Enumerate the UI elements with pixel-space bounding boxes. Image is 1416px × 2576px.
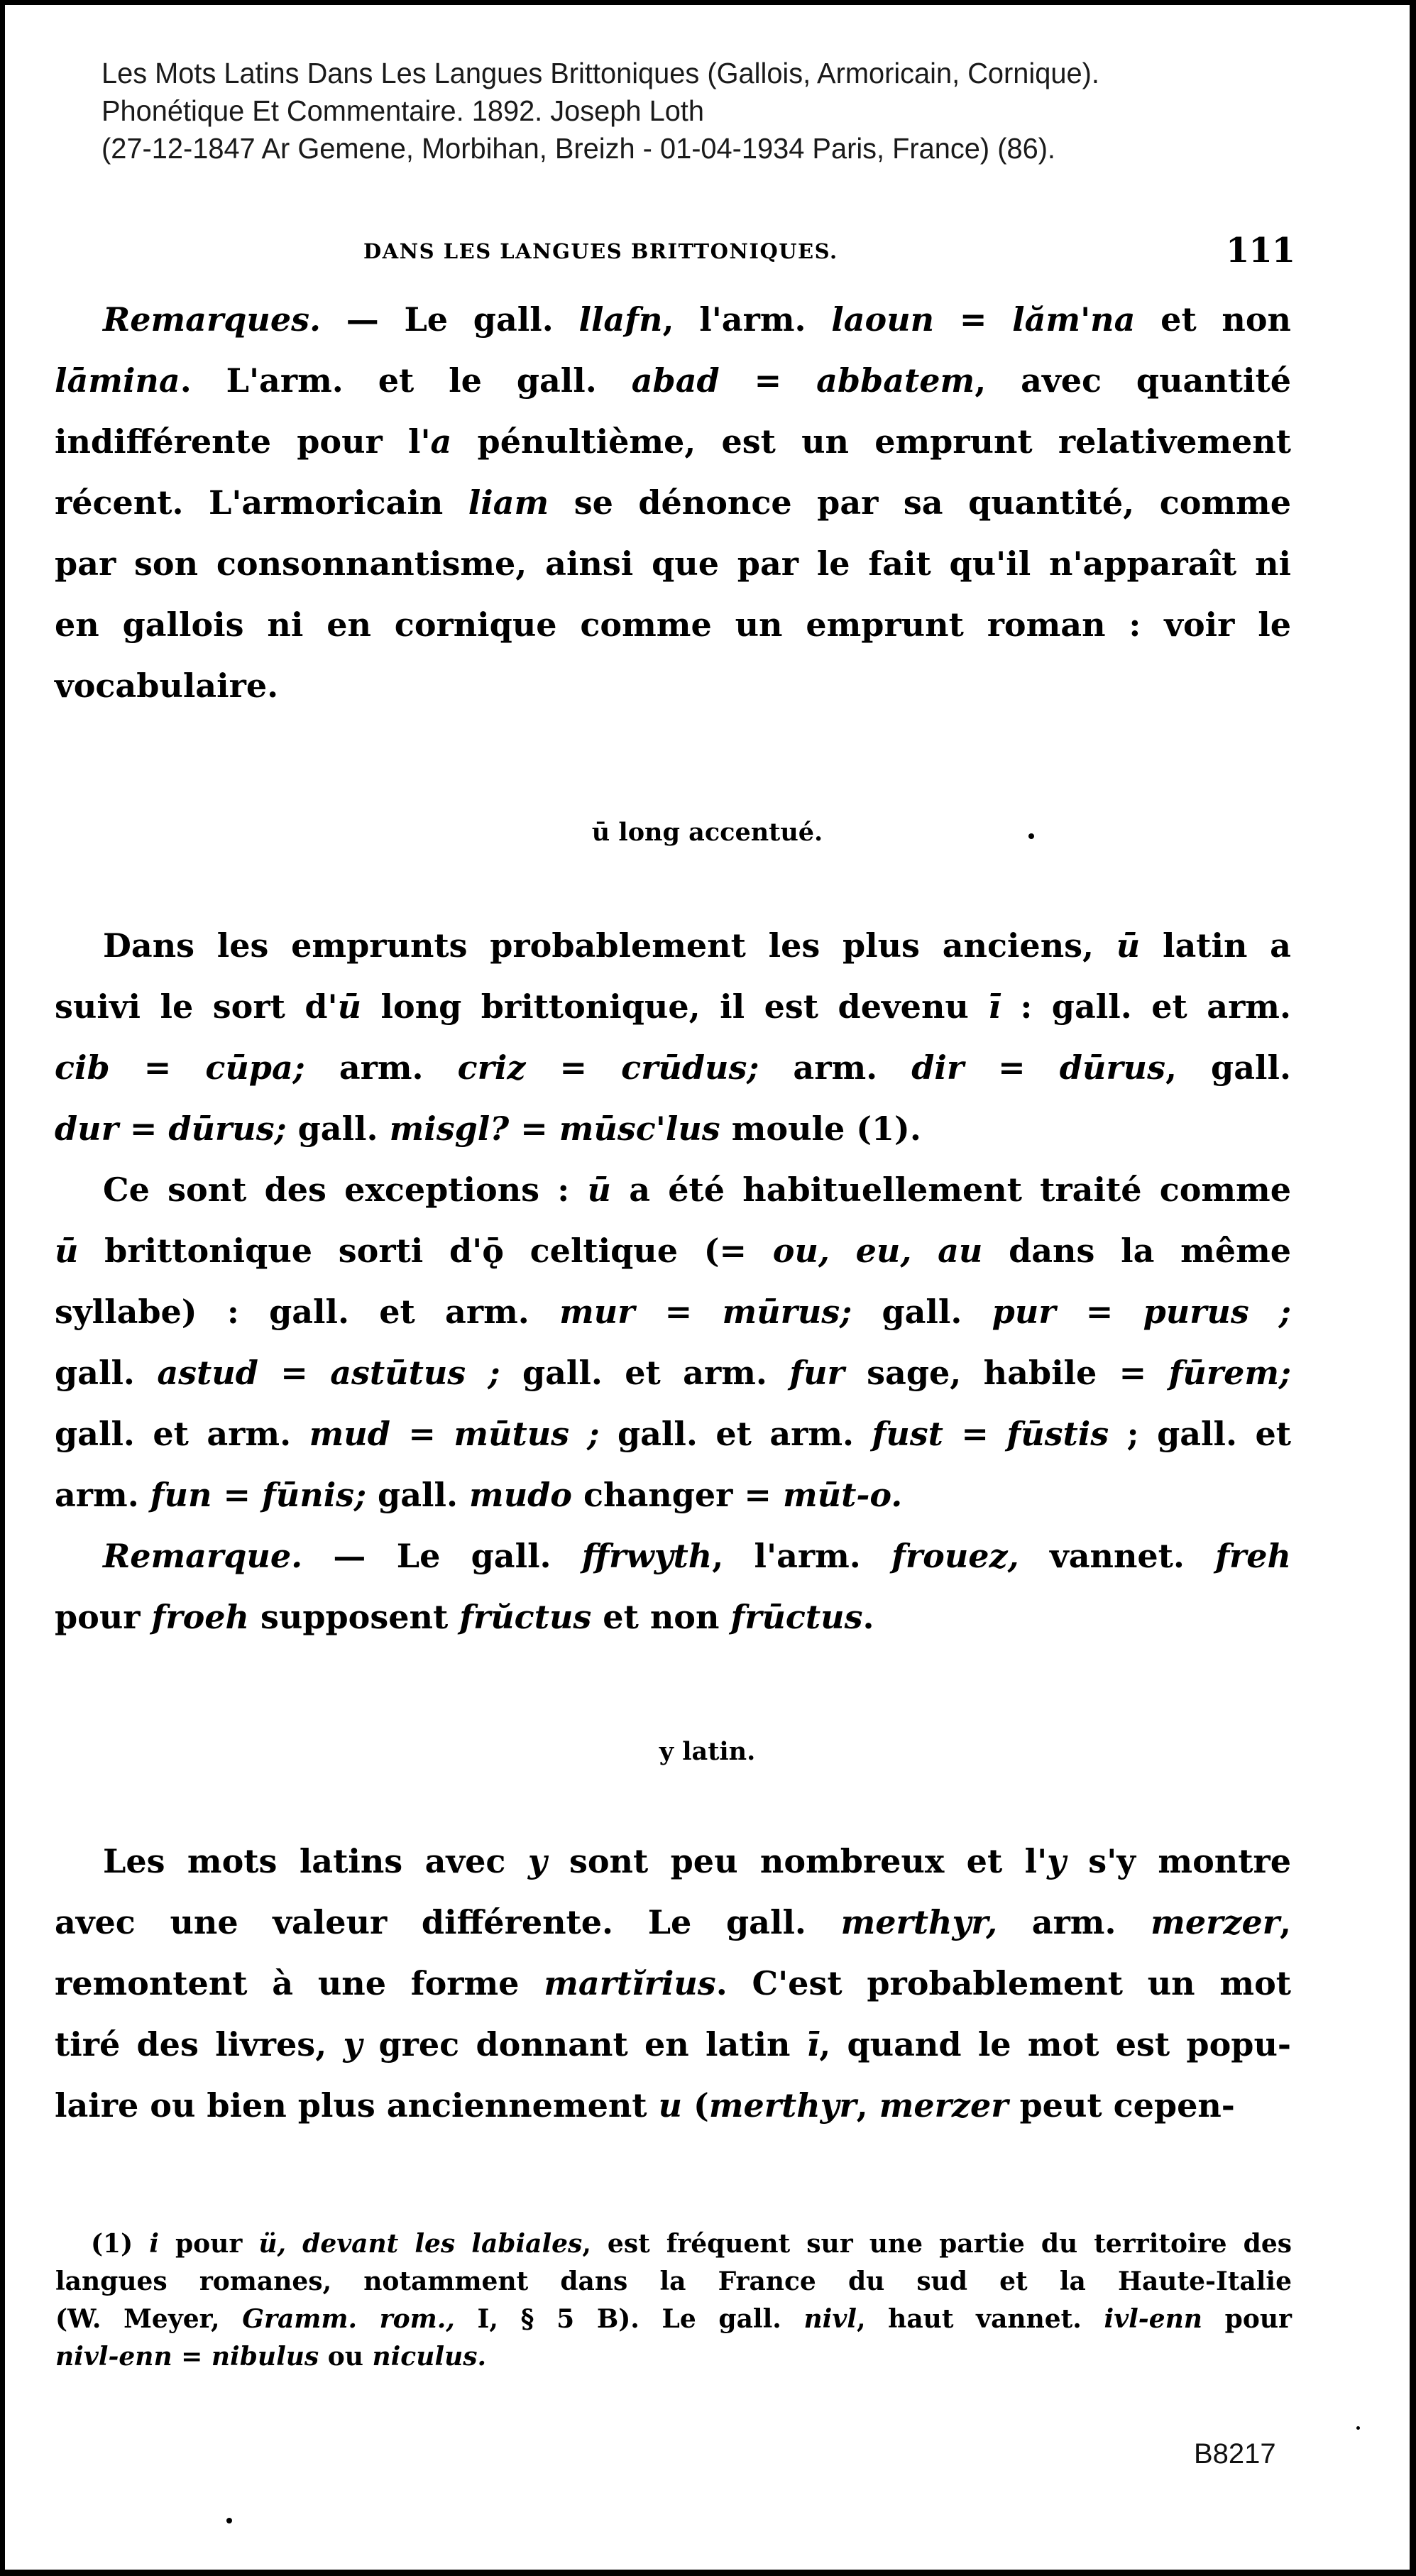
text-run: = [943,1415,1007,1453]
text-run: vannet. [1019,1537,1216,1575]
text-line [55,411,1291,472]
text-run: arm. [304,1048,458,1087]
text-run: supposent [248,1598,460,1636]
text-run: brittonique sorti d'ǭ celtique (= [78,1232,773,1270]
text-run: , quand le mot est popu- [819,2025,1291,2063]
italic-term: y [343,2025,363,2063]
text-run: = [635,1293,723,1331]
italic-term: fūnis; [262,1476,367,1514]
italic-term: frŭctus [459,1598,592,1636]
italic-term: fur [789,1354,845,1392]
italic-term: llafn [578,300,663,339]
text-line [55,2263,1292,2301]
italic-term: astūtus ; [330,1354,500,1392]
italic-term: ffrwyth [581,1537,713,1575]
text-line [55,1953,1291,2014]
italic-term: i [149,2229,159,2259]
italic-term: u [658,2086,683,2125]
text-run: . L'arm. et le gall. [180,361,632,400]
italic-term: frouez, [891,1537,1019,1575]
italic-term: mūrus; [722,1293,852,1331]
text-run: récent. L'armoricain [55,483,468,522]
text-run: gall. et arm. [55,1415,309,1453]
text-run: laire ou bien plus anciennement [55,2086,659,2125]
text-line [55,1342,1291,1403]
text-run: peut cepen- [1008,2086,1235,2125]
text-run: latin a [1140,926,1291,965]
text-line [55,1464,1291,1525]
text-run: = [509,1109,559,1148]
text-line [55,655,1291,716]
text-run: dans la même [982,1232,1292,1270]
text-run: , gall. [1165,1048,1291,1087]
text-run: long brittonique, il est devenu [361,987,989,1026]
running-head [5,231,1410,273]
text-run: — Le gall. [302,1537,582,1575]
italic-term: merthyr [708,2086,857,2125]
italic-term: purus ; [1143,1293,1292,1331]
text-line [91,2225,1292,2263]
text-run: tiré des livres, [55,2025,344,2063]
text-run: , l'arm. [662,300,832,339]
text-run: arm. [997,1903,1151,1941]
print-speck [1356,2426,1360,2430]
text-run: gall. et arm. [599,1415,872,1453]
text-line [55,1892,1291,1953]
text-run: a été habituellement traité comme [610,1171,1291,1209]
italic-term: nibulus [211,2342,319,2372]
text-line [103,1525,1291,1586]
italic-term: y [1047,1842,1066,1880]
text-run: = [172,2342,212,2372]
text-run: se dénonce par sa quantité, comme [549,483,1291,522]
text-run: langues romanes, notamment dans la France du sud et la Haute-Italie [55,2267,1292,2296]
text-run: ; gall. et [1109,1415,1291,1453]
italic-term: ivl-enn [1104,2304,1202,2334]
italic-term: fūstis [1006,1415,1109,1453]
italic-term: mūt-o. [782,1476,903,1514]
text-run: par son consonnantisme, ainsi que par le fait qu'il n'apparaît ni [55,544,1291,583]
text-run: Dans les emprunts probablement les plus anciens, [103,926,1116,965]
text-run: Les mots latins avec [103,1842,528,1880]
italic-term: a [430,422,452,461]
print-speck [226,2518,232,2523]
italic-term: liam [468,483,549,522]
text-line [55,1281,1291,1342]
text-line [55,1037,1291,1098]
italic-term: merzer [879,2086,1009,2125]
text-run: = [934,300,1013,339]
text-run: = [719,361,817,400]
text-run: Ce sont des exceptions : [103,1171,588,1209]
text-run: pénultième, est un emprunt relativement [451,422,1291,461]
italic-term: misgl? [389,1109,510,1148]
text-run: gall. [286,1109,390,1148]
italic-term: merthyr, [840,1903,998,1941]
italic-term: fun [150,1476,212,1514]
section-heading: y latin. [659,1737,756,1766]
text-line [55,1586,1291,1648]
italic-term: astud [157,1354,258,1392]
italic-term: mudo [469,1476,572,1514]
text-line [103,915,1291,976]
italic-term: ū [337,987,362,1026]
text-run: = [525,1048,622,1087]
text-run: , haut vannet. [856,2304,1104,2334]
text-run: gall. [852,1293,992,1331]
source-metadata [101,55,1099,168]
text-run: remontent à une forme [55,1964,544,2002]
text-run: avec une valeur différente. Le gall. [55,1903,841,1941]
text-line [55,594,1291,655]
text-line [55,2301,1292,2338]
text-run: et non [1135,300,1291,339]
text-run: , l'arm. [712,1537,892,1575]
running-title: DANS LES LANGUES BRITTONIQUES. [363,239,838,263]
text-run: vocabulaire. [55,667,279,705]
metadata-line: Phonétique Et Commentaire. 1892. Joseph Loth [101,94,704,127]
text-line [55,2075,1291,2136]
italic-term: Remarques. [103,300,321,339]
text-run: (W. Meyer, [55,2304,243,2334]
italic-term: Gramm. rom., [242,2304,455,2334]
italic-term: martĭrius [544,1964,716,2002]
italic-term: fūrem; [1168,1354,1291,1392]
italic-term: frūctus [730,1598,863,1636]
text-run: , avec quantité [975,361,1292,400]
italic-term: dur [55,1109,119,1148]
text-run: = [212,1476,263,1514]
text-run: pour [1202,2304,1292,2334]
italic-term: Remarque. [103,1537,303,1575]
italic-term: mūtus ; [454,1415,600,1453]
text-run: = [258,1354,331,1392]
italic-term: ü, devant les labiales [258,2229,583,2259]
text-run: : gall. et arm. [1000,987,1291,1026]
italic-term: nivl [803,2304,857,2334]
italic-term: ī [988,987,1001,1026]
text-run: I, § 5 B). Le gall. [454,2304,804,2334]
italic-term: lăm'na [1012,300,1136,339]
italic-term: merzer [1151,1903,1280,1941]
italic-term: ū [1116,926,1141,965]
text-run: ( [682,2086,709,2125]
text-run: moule (1). [720,1109,921,1148]
italic-term: cib [55,1048,110,1087]
text-run: , [856,2086,879,2125]
metadata-line: (27-12-1847 Ar Gemene, Morbihan, Breizh - 01-04-1934 Paris, France) (86). [101,132,1055,165]
text-run: (1) [91,2229,150,2259]
italic-term: ou, eu, au [772,1232,983,1270]
text-line [55,1403,1291,1464]
italic-term: lāmina [55,361,180,400]
text-run: arm. [55,1476,150,1514]
italic-term: froeh [151,1598,249,1636]
text-run: sont peu nombreux et l' [547,1842,1048,1880]
text-line [103,289,1291,350]
italic-term: fust [872,1415,943,1453]
text-run: en gallois ni en cornique comme un emprunt roman : voir le [55,605,1291,644]
italic-term: cūpa; [205,1048,305,1087]
text-run: = [1055,1293,1143,1331]
text-run: gall. [55,1354,158,1392]
section-heading: ū long accentué. [591,818,823,847]
text-line [55,1098,1291,1159]
text-run: syllabe) : gall. et arm. [55,1293,560,1331]
text-run: pour [55,1598,152,1636]
text-run: indifférente pour l' [55,422,431,461]
italic-term: mur [559,1293,635,1331]
text-line [55,976,1291,1037]
text-run: = [109,1048,206,1087]
italic-term: dir [911,1048,965,1087]
italic-term: freh [1215,1537,1291,1575]
catalog-id: B8217 [1194,2438,1276,2470]
text-run: gall. et arm. [500,1354,790,1392]
text-run: — Le gall. [321,300,579,339]
text-run: gall. [366,1476,470,1514]
italic-term: pur [992,1293,1056,1331]
italic-term: laoun [831,300,935,339]
italic-term: ū [587,1171,611,1209]
text-line [55,1220,1291,1281]
text-line [55,533,1291,594]
italic-term: abad [631,361,720,400]
italic-term: mud [309,1415,390,1453]
text-line [55,472,1291,533]
text-run: arm. [759,1048,912,1087]
text-run: , est fréquent sur une partie du territoire des [582,2229,1292,2259]
text-run: = [390,1415,454,1453]
page-number: 111 [1226,231,1295,270]
text-run: suivi le sort d' [55,987,338,1026]
metadata-line: Les Mots Latins Dans Les Langues Brittoniques (Gallois, Armoricain, Cornique). [101,57,1099,89]
text-run: . C'est probablement un mot [715,1964,1291,2002]
text-run: . [862,1598,874,1636]
text-run: pour [158,2229,259,2259]
text-run: et non [591,1598,731,1636]
text-run: changer = [571,1476,783,1514]
text-line [103,1159,1291,1220]
italic-term: criz [457,1048,526,1087]
text-run: sage, habile = [844,1354,1169,1392]
text-run: = [964,1048,1060,1087]
print-speck [1028,833,1034,839]
text-run: ou [319,2342,373,2372]
text-line [55,2014,1291,2075]
italic-term: niculus. [372,2342,487,2372]
italic-term: ī [806,2025,820,2063]
text-line [55,2338,1292,2376]
italic-term: abbatem [816,361,975,400]
italic-term: mūsc'lus [559,1109,720,1148]
italic-term: y [527,1842,547,1880]
text-line [103,1831,1291,1892]
text-run: s'y montre [1065,1842,1291,1880]
italic-term: dūrus [1059,1048,1165,1087]
italic-term: crūdus; [621,1048,759,1087]
text-run: grec donnant en latin [362,2025,807,2063]
text-line [55,350,1291,411]
italic-term: dūrus; [168,1109,287,1148]
document-page [5,5,1410,2570]
italic-term: nivl-enn [55,2342,172,2372]
text-run: = [118,1109,169,1148]
text-run: , [1279,1903,1291,1941]
italic-term: ū [55,1232,79,1270]
